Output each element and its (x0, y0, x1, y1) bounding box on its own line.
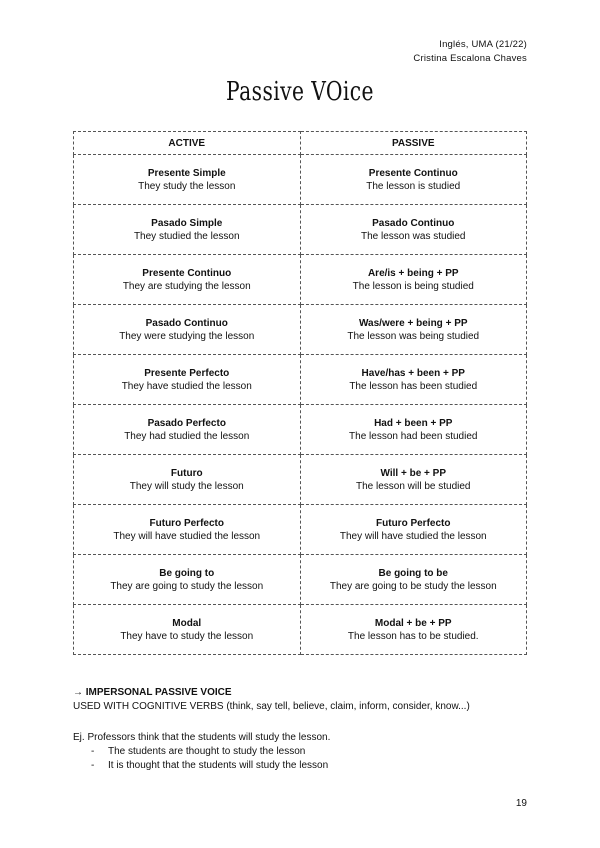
passive-cell (300, 355, 527, 405)
passive-example-sentence: They are going to be study the lesson (329, 580, 497, 592)
passive-cell (300, 305, 527, 355)
table-row (74, 155, 527, 205)
active-example-sentence: They will have studied the lesson (113, 530, 261, 542)
passive-cell (300, 605, 527, 655)
passive-cell (300, 505, 527, 555)
passive-tense-name: Modal + be + PP (374, 617, 452, 629)
table-row (74, 355, 527, 405)
active-cell (74, 455, 301, 505)
passive-tense-name: Futuro Perfecto (376, 517, 451, 529)
passive-example-sentence: They will have studied the lesson (339, 530, 487, 542)
passive-example-sentence: The lesson is studied (366, 180, 461, 192)
example-list (73, 745, 533, 773)
table-row (74, 405, 527, 455)
passive-example-sentence: The lesson was being studied (347, 330, 480, 342)
table-header-row (74, 132, 527, 155)
passive-tense-name: Are/is + being + PP (367, 267, 459, 279)
active-tense-name: Pasado Simple (151, 217, 223, 229)
active-tense-name: Pasado Continuo (145, 317, 228, 329)
column-header-passive: PASSIVE (300, 132, 527, 155)
passive-tense-name: Had + been + PP (374, 417, 453, 429)
table-body (74, 155, 527, 655)
passive-example-sentence: The lesson was studied (360, 230, 466, 242)
passive-example-sentence: The lesson has to be studied. (347, 630, 479, 642)
active-cell (74, 205, 301, 255)
active-cell (74, 605, 301, 655)
examples-block (73, 731, 533, 773)
active-cell (74, 155, 301, 205)
passive-cell (300, 255, 527, 305)
passive-cell (300, 155, 527, 205)
active-cell (74, 505, 301, 555)
passive-cell (300, 205, 527, 255)
passive-tense-name: Have/has + been + PP (361, 367, 465, 379)
active-cell (74, 555, 301, 605)
passive-example-sentence: The lesson will be studied (355, 480, 471, 492)
active-example-sentence: They were studying the lesson (119, 330, 255, 342)
active-example-sentence: They are studying the lesson (122, 280, 251, 292)
table-row (74, 505, 527, 555)
active-tense-name: Presente Perfecto (144, 367, 230, 379)
example-sentence: The students are thought to study the lesson (108, 746, 306, 757)
active-tense-name: Futuro (170, 467, 203, 479)
passive-tense-name: Pasado Continuo (372, 217, 455, 229)
table-row (74, 255, 527, 305)
passive-example-sentence: The lesson has been studied (349, 380, 478, 392)
page-title: Passive VOice (226, 77, 374, 107)
passive-tense-name: Presente Continuo (368, 167, 458, 179)
example-intro: Ej. Professors think that the students will study the lesson. (73, 732, 331, 743)
example-sentence: It is thought that the students will study the lesson (108, 760, 329, 771)
active-example-sentence: They will study the lesson (129, 480, 244, 492)
active-example-sentence: They studied the lesson (133, 230, 240, 242)
list-item (73, 759, 533, 773)
active-example-sentence: They study the lesson (138, 180, 236, 192)
passive-cell (300, 455, 527, 505)
active-cell (74, 255, 301, 305)
header-course: Inglés, UMA (21/22) (439, 39, 527, 50)
page-number: 19 (515, 798, 527, 809)
passive-voice-table (73, 131, 527, 655)
cognitive-verbs-note: USED WITH COGNITIVE VERBS (think, say tell, believe, claim, inform, consider, know...) (73, 701, 470, 712)
table-row (74, 305, 527, 355)
table-row (74, 455, 527, 505)
active-example-sentence: They have to study the lesson (120, 630, 254, 642)
passive-tense-name: Will + be + PP (380, 467, 446, 479)
active-tense-name: Futuro Perfecto (149, 517, 224, 529)
passive-example-sentence: The lesson is being studied (352, 280, 474, 292)
active-tense-name: Presente Simple (147, 167, 226, 179)
passive-cell (300, 405, 527, 455)
section-heading: → IMPERSONAL PASSIVE VOICE (73, 687, 232, 698)
passive-example-sentence: The lesson had been studied (349, 430, 478, 442)
list-item (73, 745, 533, 759)
passive-tense-name: Be going to be (378, 567, 448, 579)
active-example-sentence: They have studied the lesson (121, 380, 252, 392)
column-header-active: ACTIVE (74, 132, 301, 155)
table-row (74, 205, 527, 255)
active-tense-name: Be going to (159, 567, 215, 579)
table-row (74, 555, 527, 605)
active-example-sentence: They are going to study the lesson (110, 580, 264, 592)
impersonal-passive-section (73, 686, 533, 714)
active-cell (74, 305, 301, 355)
active-example-sentence: They had studied the lesson (124, 430, 250, 442)
table-row (74, 605, 527, 655)
bullet-marker: - (91, 760, 95, 771)
passive-cell (300, 555, 527, 605)
bullet-marker: - (91, 746, 95, 757)
active-tense-name: Pasado Perfecto (147, 417, 226, 429)
active-cell (74, 355, 301, 405)
passive-tense-name: Was/were + being + PP (358, 317, 468, 329)
active-tense-name: Presente Continuo (142, 267, 232, 279)
active-cell (74, 405, 301, 455)
active-tense-name: Modal (172, 617, 202, 629)
header-author: Cristina Escalona Chaves (413, 53, 527, 64)
page-header (413, 38, 527, 66)
